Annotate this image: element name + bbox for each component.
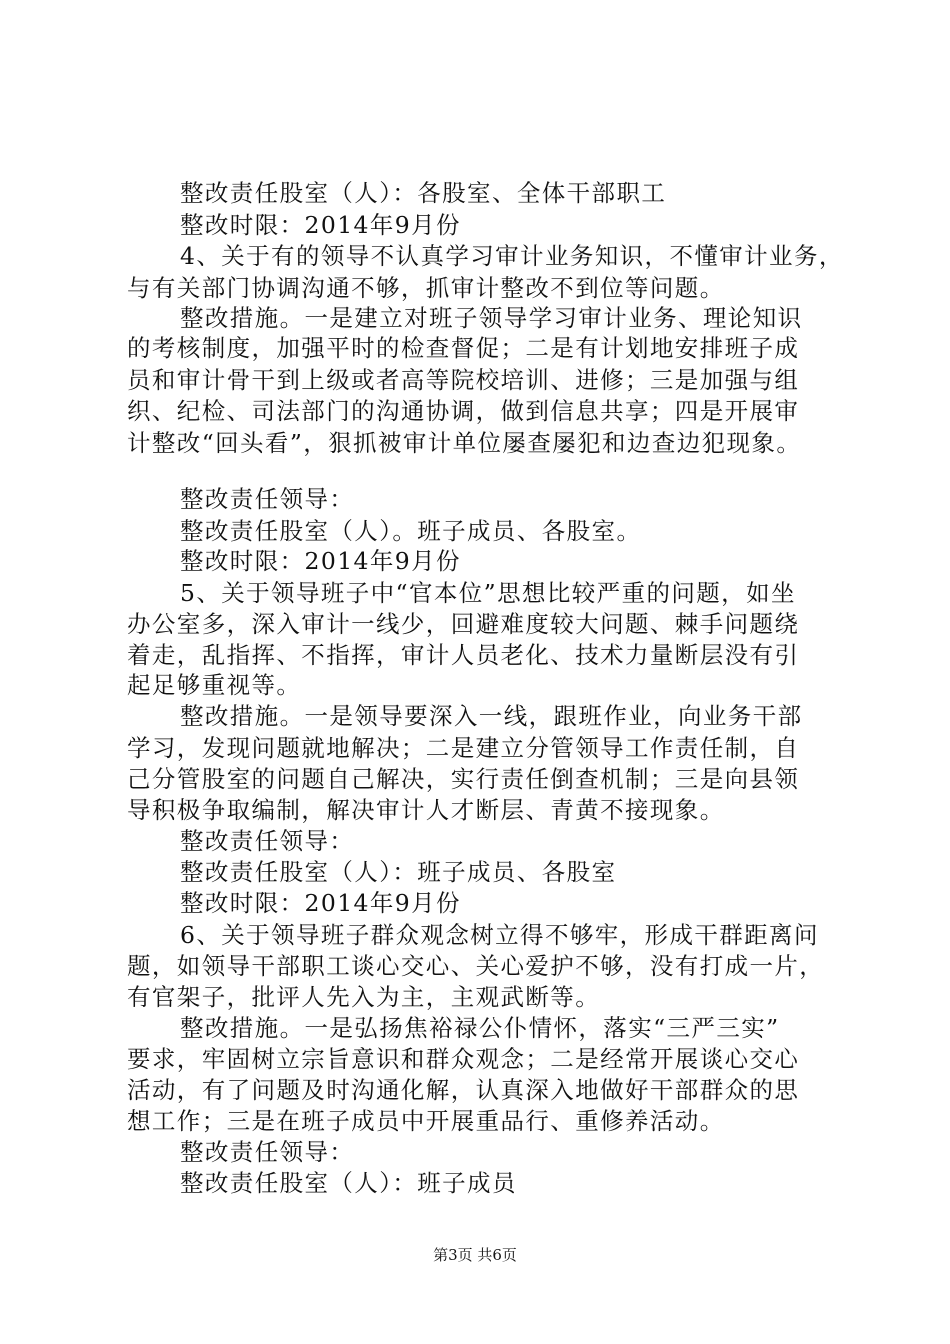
text-line: 起足够重视等。 [127, 671, 302, 699]
text-line: 整改责任股室（人）：班子成员 [180, 1169, 517, 1197]
text-line: 整改责任股室（人）。班子成员、各股室。 [180, 517, 642, 545]
text-line: 整改责任股室（人）：各股室、全体干部职工 [180, 179, 667, 207]
text-line: 整改措施。一是建立对班子领导学习审计业务、理论知识 [180, 304, 803, 332]
text-line: 办公室多，深入审计一线少，回避难度较大问题、棘手问题绕 [127, 610, 800, 638]
text-line: 整改责任领导： [180, 1138, 355, 1166]
text-line: 计整改“回头看”，狠抓被审计单位屡查屡犯和边查边犯现象。 [127, 429, 802, 457]
page-footer: 第3页 共6页 [433, 1246, 517, 1264]
text-line: 有官架子，批评人先入为主，主观武断等。 [127, 983, 601, 1011]
text-line: 整改时限：2014年9月份 [180, 547, 461, 575]
text-line: 要求，牢固树立宗旨意识和群众观念；二是经常开展谈心交心 [127, 1045, 800, 1073]
text-line: 题，如领导干部职工谈心交心、关心爱护不够，没有打成一片， [127, 952, 825, 980]
text-line: 的考核制度，加强平时的检查督促；二是有计划地安排班子成 [127, 334, 800, 362]
text-line: 整改措施。一是领导要深入一线，跟班作业，向业务干部 [180, 702, 803, 730]
text-line: 整改时限：2014年9月份 [180, 889, 461, 917]
text-line: 活动，有了问题及时沟通化解，认真深入地做好干部群众的思 [127, 1076, 800, 1104]
text-line: 整改责任领导： [180, 485, 355, 513]
text-line: 整改责任股室（人）：班子成员、各股室 [180, 858, 617, 886]
text-line: 4、关于有的领导不认真学习审计业务知识，不懂审计业务， [180, 242, 844, 270]
text-line: 整改措施。一是弘扬焦裕禄公仆情怀，落实“三严三实” [180, 1014, 780, 1042]
text-line: 己分管股室的问题自己解决，实行责任倒查机制；三是向县领 [127, 765, 800, 793]
text-line: 织、纪检、司法部门的沟通协调，做到信息共享；四是开展审 [127, 397, 800, 425]
text-line: 整改时限：2014年9月份 [180, 211, 461, 239]
text-line: 着走，乱指挥、不指挥，审计人员老化、技术力量断层没有引 [127, 641, 800, 669]
text-line: 想工作；三是在班子成员中开展重品行、重修养活动。 [127, 1107, 725, 1135]
text-line: 员和审计骨干到上级或者高等院校培训、进修；三是加强与组 [127, 366, 800, 394]
text-line: 导积极争取编制，解决审计人才断层、青黄不接现象。 [127, 796, 725, 824]
text-line: 整改责任领导： [180, 827, 355, 855]
text-line: 6、关于领导班子群众观念树立得不够牢，形成干群距离问 [180, 921, 819, 949]
text-line: 与有关部门协调沟通不够，抓审计整改不到位等问题。 [127, 274, 725, 302]
text-line: 5、关于领导班子中“官本位”思想比较严重的问题，如坐 [180, 579, 796, 607]
text-line: 学习，发现问题就地解决；二是建立分管领导工作责任制，自 [127, 734, 800, 762]
